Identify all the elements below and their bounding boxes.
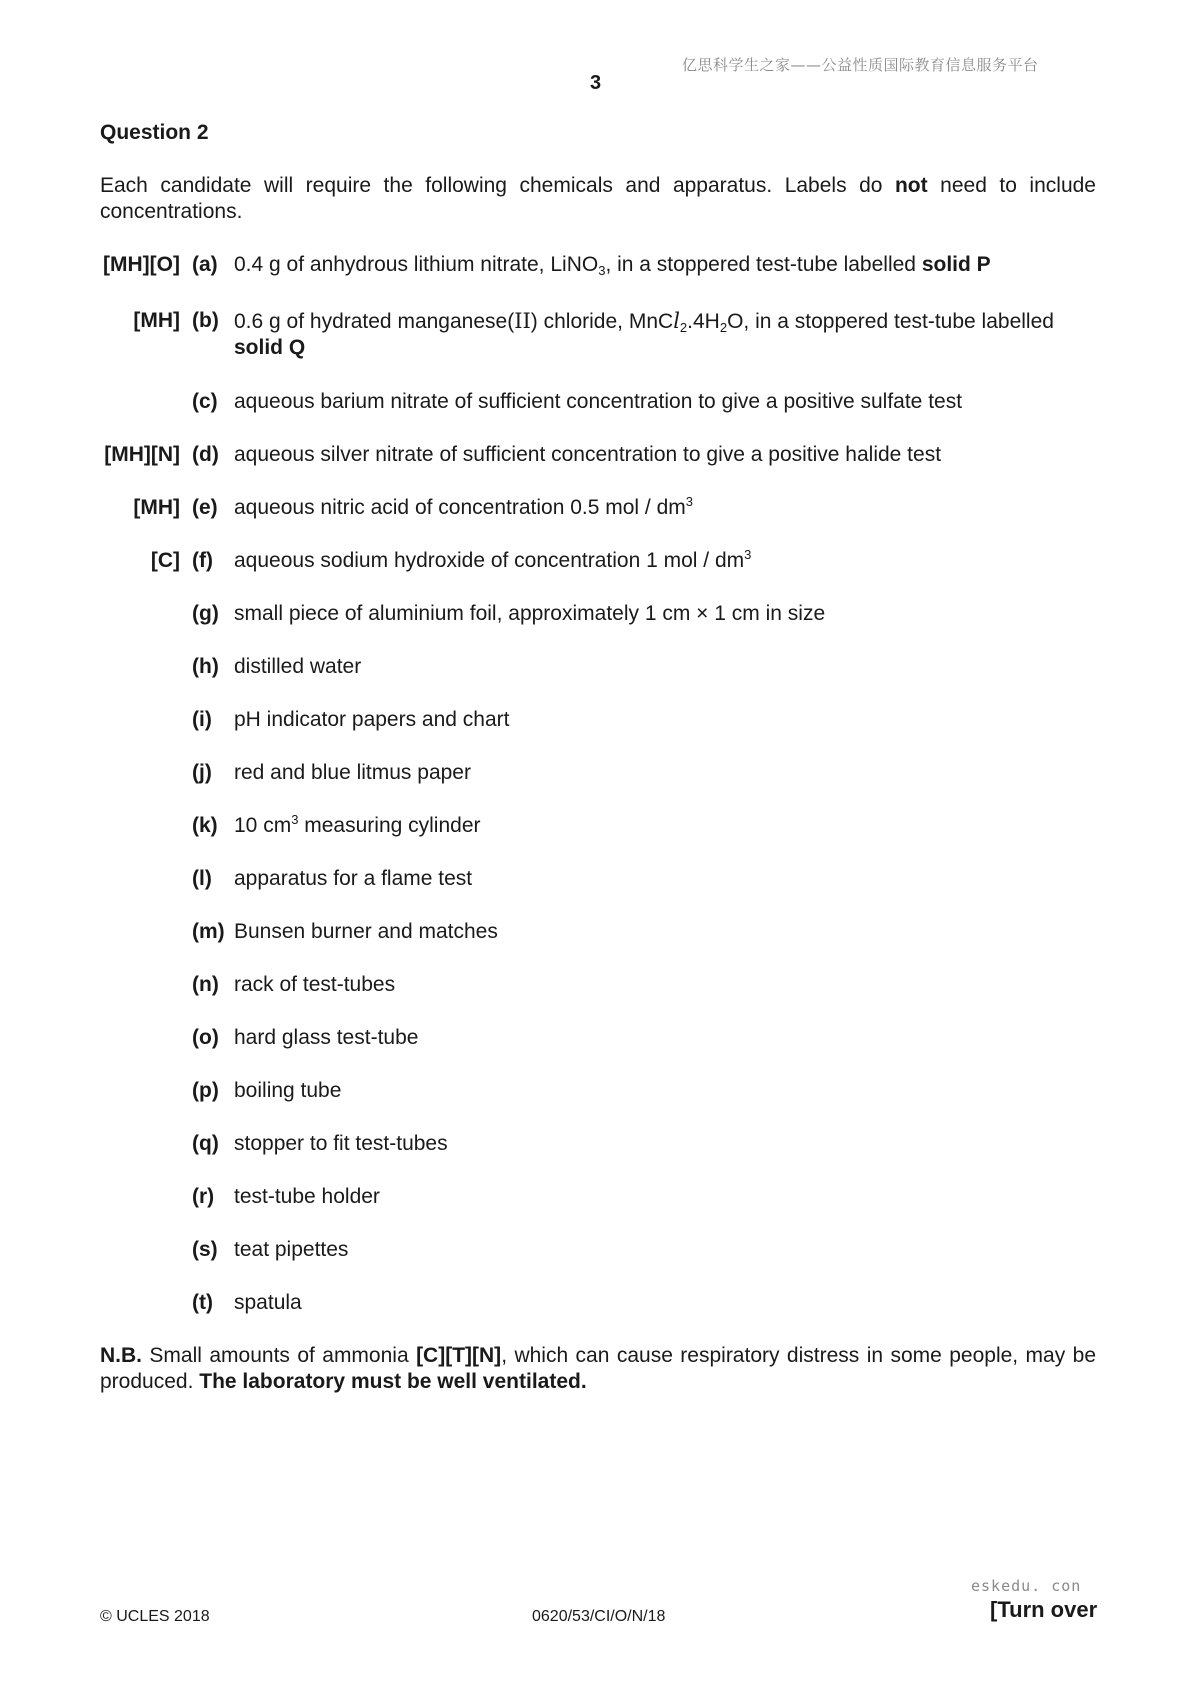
subscript: 2: [719, 320, 728, 335]
item-text: [234, 813, 1096, 839]
list-item-l: [0, 866, 1191, 892]
item-text-part: aqueous nitric acid of concentration 0.5 mol / dm: [234, 496, 686, 519]
italic-l: l: [673, 309, 680, 333]
item-text-part: measuring cylinder: [298, 814, 481, 837]
intro-emphasis: not: [894, 174, 928, 197]
item-letter: (o): [192, 1026, 219, 1049]
header-watermark: 亿思科学生之家——公益性质国际教育信息服务平台: [682, 56, 1039, 74]
list-item-k: [0, 813, 1191, 839]
intro-text-end: need to include concentrations.: [100, 174, 1096, 223]
item-text-part: 0.4 g of anhydrous lithium nitrate, LiNO: [234, 253, 599, 276]
item-letter: (s): [192, 1238, 218, 1261]
intro-text: Each candidate will require the following chemicals and apparatus. Labels do: [100, 174, 895, 197]
item-text: boiling tube: [234, 1079, 342, 1102]
copyright: © UCLES 2018: [100, 1608, 210, 1625]
list-item-i: [0, 707, 1191, 733]
list-item-o: [0, 1025, 1191, 1051]
item-letter: (t): [192, 1291, 213, 1314]
safety-note: [100, 1343, 1096, 1395]
item-letter: (h): [192, 655, 219, 678]
superscript: 3: [291, 812, 299, 827]
item-letter: (p): [192, 1079, 219, 1102]
item-letter: (e): [192, 496, 218, 519]
item-letter: (k): [192, 814, 218, 837]
item-text: stopper to fit test-tubes: [234, 1132, 448, 1155]
item-text: rack of test-tubes: [234, 973, 396, 996]
list-item-t: [0, 1290, 1191, 1316]
item-letter: (g): [192, 602, 219, 625]
item-text-part: O, in a stoppered test-tube labelled: [727, 310, 1054, 333]
item-text: small piece of aluminium foil, approximately 1 cm × 1 cm in size: [234, 602, 826, 625]
list-item-d: [0, 442, 1191, 468]
list-item-r: [0, 1184, 1191, 1210]
superscript: 3: [685, 494, 693, 509]
item-letter: (q): [192, 1132, 219, 1155]
item-text-part: 0.6 g of hydrated manganese(: [234, 310, 515, 333]
list-item-j: [0, 760, 1191, 786]
superscript: 3: [744, 547, 752, 562]
page-number: 3: [589, 72, 602, 94]
item-text: [234, 495, 1096, 521]
item-text: [234, 548, 1096, 574]
question-title: Question 2: [100, 121, 209, 144]
list-item-p: [0, 1078, 1191, 1104]
list-item-m: [0, 919, 1191, 945]
item-text: spatula: [234, 1291, 302, 1314]
intro-paragraph: [100, 173, 1096, 225]
paper-code: 0620/53/CI/O/N/18: [532, 1608, 666, 1625]
subscript: 3: [598, 263, 606, 278]
list-item-q: [0, 1131, 1191, 1157]
label-emphasis: solid Q: [234, 336, 306, 359]
list-item-e: [0, 495, 1191, 521]
label-emphasis: solid P: [921, 253, 991, 276]
item-letter: (m): [192, 920, 225, 943]
list-item-a: [0, 252, 1191, 278]
note-warning: The laboratory must be well ventilated.: [199, 1370, 587, 1393]
item-text: aqueous barium nitrate of sufficient concentration to give a positive sulfate test: [234, 390, 963, 413]
item-text: [234, 252, 1096, 278]
item-text: pH indicator papers and chart: [234, 708, 510, 731]
item-letter: (c): [192, 390, 218, 413]
footer-watermark: eskedu. con: [971, 1577, 1082, 1595]
item-text: red and blue litmus paper: [234, 761, 471, 784]
turn-over-label: [Turn over: [990, 1597, 1098, 1622]
item-text: hard glass test-tube: [234, 1026, 419, 1049]
hazard-tag: [C]: [150, 549, 180, 572]
item-letter: (j): [192, 761, 212, 784]
item-letter: (n): [192, 973, 219, 996]
list-item-n: [0, 972, 1191, 998]
item-text: [234, 308, 1096, 361]
hazard-tag: [MH]: [133, 496, 180, 519]
hazard-tag: [MH][N]: [104, 443, 180, 466]
item-letter: (b): [192, 309, 219, 332]
note-text: Small amounts of ammonia: [142, 1344, 417, 1367]
item-letter: (i): [192, 708, 212, 731]
item-text-part: , in a stoppered test-tube labelled: [605, 253, 922, 276]
list-item-c: [0, 389, 1191, 415]
item-text-part: 10 cm: [234, 814, 292, 837]
item-letter: (f): [192, 549, 213, 572]
item-text: teat pipettes: [234, 1238, 349, 1261]
roman-numeral: II: [514, 309, 531, 333]
item-letter: (l): [192, 867, 212, 890]
item-text: distilled water: [234, 655, 362, 678]
list-item-h: [0, 654, 1191, 680]
note-label: N.B.: [100, 1344, 142, 1367]
note-text: , which can cause respiratory distress in some people, may be produced.: [100, 1344, 1097, 1393]
item-text: Bunsen burner and matches: [234, 920, 498, 943]
list-item-g: [0, 601, 1191, 627]
hazard-tag: [MH][O]: [103, 253, 180, 276]
subscript: 2: [679, 320, 688, 335]
item-text: test-tube holder: [234, 1185, 380, 1208]
item-text-part: .4H: [687, 310, 720, 333]
item-letter: (a): [192, 253, 218, 276]
list-item-f: [0, 548, 1191, 574]
hazard-tag: [MH]: [133, 309, 180, 332]
item-text: aqueous silver nitrate of sufficient concentration to give a positive halide test: [234, 443, 942, 466]
item-text-part: ) chloride, MnC: [530, 310, 674, 333]
list-item-s: [0, 1237, 1191, 1263]
item-letter: (r): [192, 1185, 215, 1208]
note-hazard-tag: [C][T][N]: [416, 1344, 502, 1367]
list-item-b: [0, 308, 1191, 360]
item-text: apparatus for a flame test: [234, 867, 473, 890]
item-letter: (d): [192, 443, 219, 466]
item-text-part: aqueous sodium hydroxide of concentration 1 mol / dm: [234, 549, 745, 572]
